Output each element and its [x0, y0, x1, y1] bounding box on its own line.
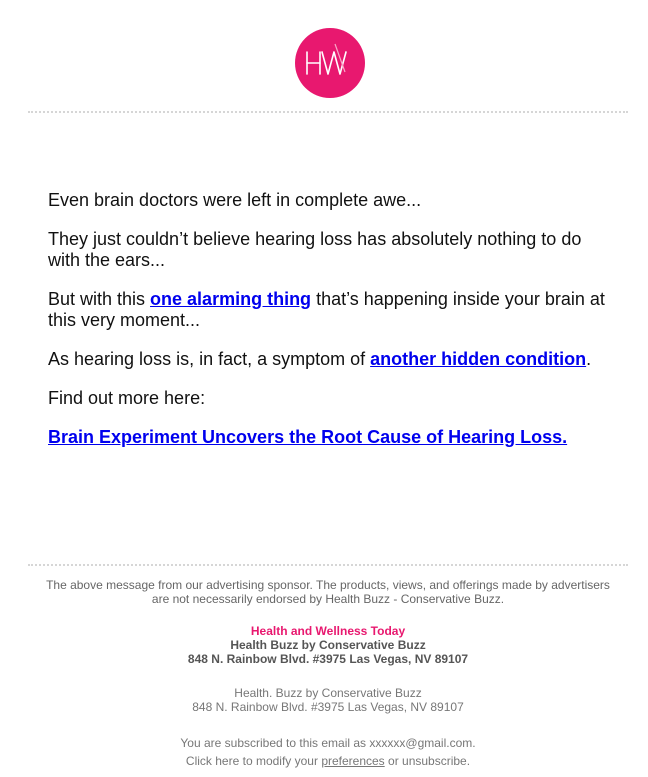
- hw-logo: [295, 28, 365, 98]
- footer-company-block: [28, 686, 628, 714]
- paragraph-4-text-b: .: [586, 349, 592, 369]
- paragraph-4: [48, 349, 613, 370]
- paragraph-3-text-b: that’s happening inside your brain at this very moment...: [48, 289, 605, 330]
- footer-address-2: 848 N. Rainbow Blvd. #3975 Las Vegas, NV 89107: [192, 700, 464, 714]
- subscription-info: [28, 734, 628, 770]
- footer: [28, 578, 628, 770]
- footer-company-2: Health. Buzz by Conservative Buzz: [234, 686, 422, 700]
- hw-logo-mark: [295, 28, 365, 98]
- preferences-link[interactable]: preferences: [321, 754, 385, 768]
- footer-brand-name: Health and Wellness Today: [250, 624, 406, 638]
- paragraph-2: They just couldn’t believe hearing loss has absolutely nothing to do with the ears...: [48, 229, 582, 270]
- paragraph-4-text-a: As hearing loss is, in fact, a symptom of: [48, 349, 371, 369]
- sponsor-disclaimer: The above message from our advertising sponsor. The products, views, and offerings made by advertisers are not necessarily endorsed by Health Buzz - Conservative Buzz.: [46, 578, 610, 606]
- paragraph-3: [48, 289, 613, 331]
- footer-company: Health Buzz by Conservative Buzz: [230, 638, 426, 652]
- footer-divider: [28, 564, 628, 566]
- modify-text-b: or unsubscribe.: [384, 754, 471, 768]
- header-divider: [28, 111, 628, 113]
- paragraph-5: Find out more here:: [48, 388, 206, 408]
- hidden-condition-link[interactable]: another hidden condition: [370, 349, 587, 369]
- modify-preferences-line: [28, 752, 628, 770]
- paragraph-1: Even brain doctors were left in complete awe...: [48, 190, 422, 210]
- one-alarming-thing-link[interactable]: one alarming thing: [150, 289, 312, 309]
- message-body: [48, 190, 613, 466]
- subscribed-email-text: You are subscribed to this email as xxxxxx@gmail.com.: [180, 736, 476, 750]
- cta-paragraph: [48, 427, 613, 448]
- cta-link[interactable]: Brain Experiment Uncovers the Root Cause of Hearing Loss.: [48, 427, 568, 447]
- footer-address: 848 N. Rainbow Blvd. #3975 Las Vegas, NV 89107: [187, 652, 469, 666]
- paragraph-3-text-a: But with this: [48, 289, 151, 309]
- modify-text-a: Click here to modify your: [185, 754, 322, 768]
